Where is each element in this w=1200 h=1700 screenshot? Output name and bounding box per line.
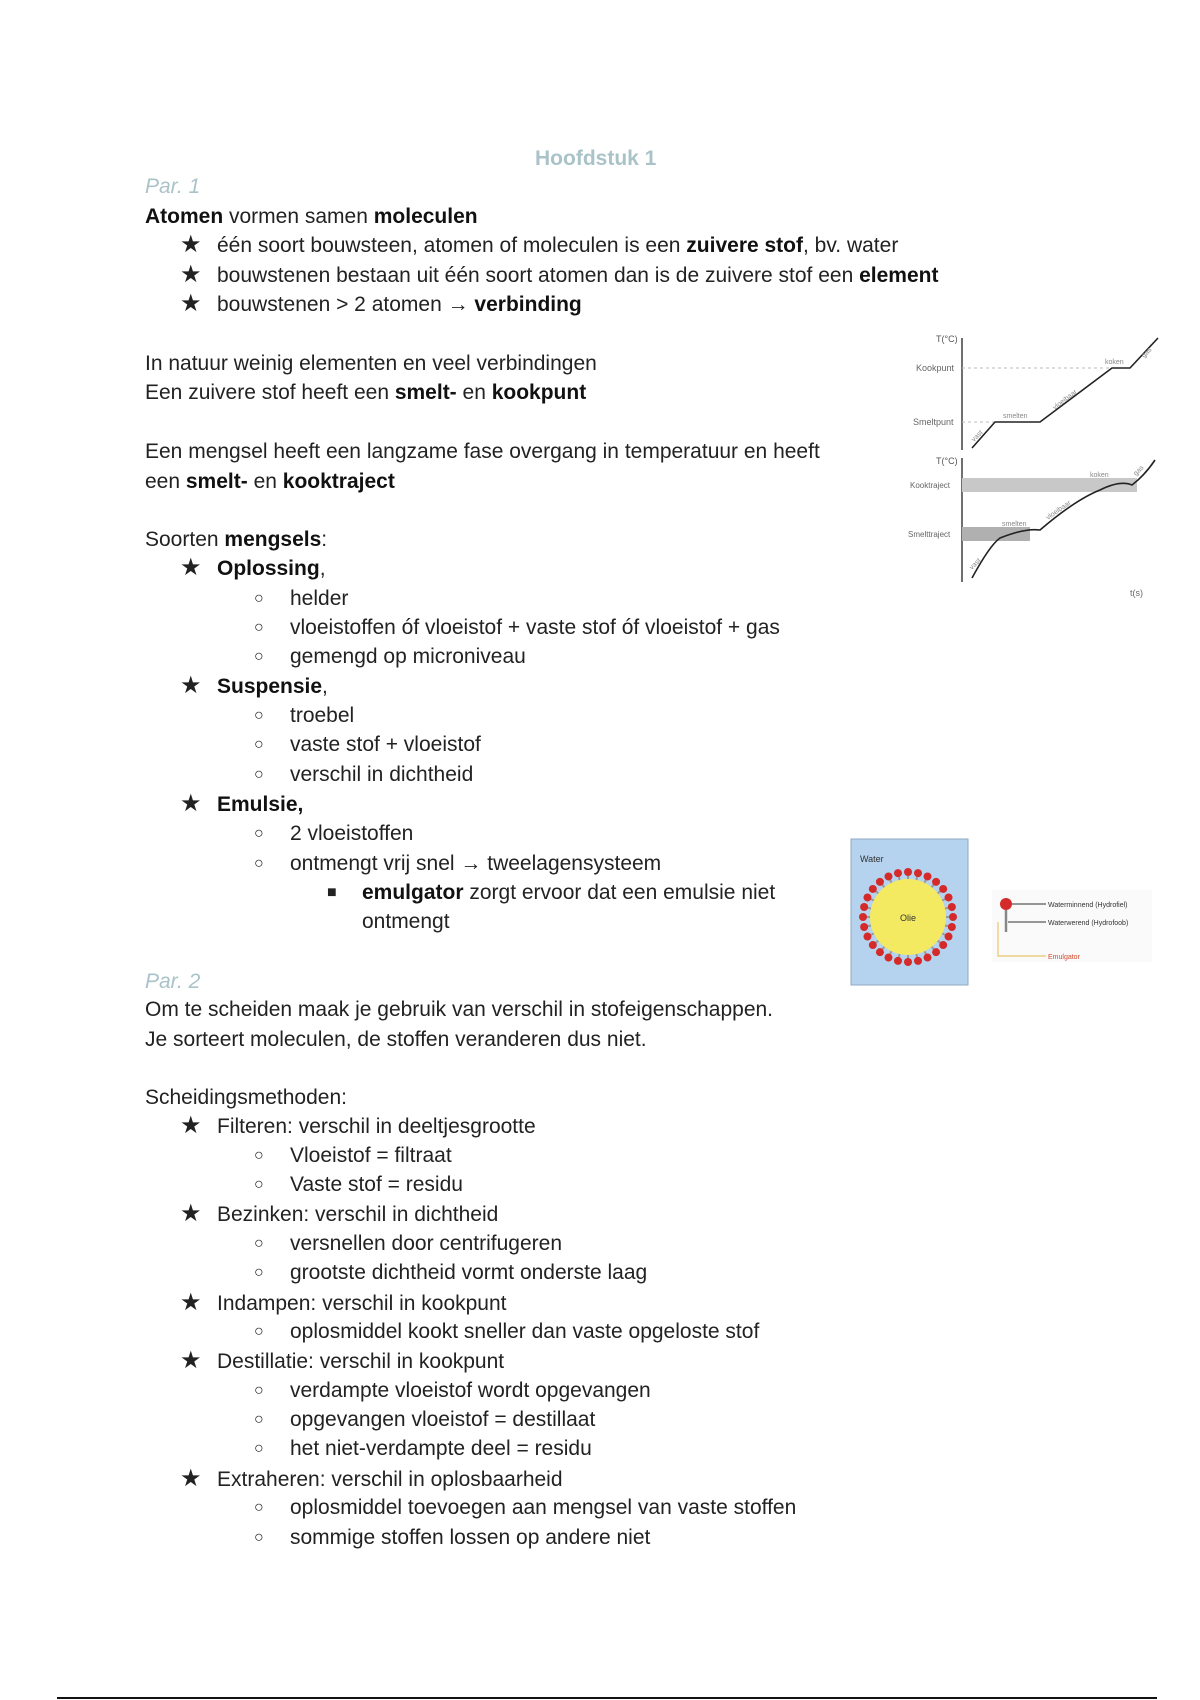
emulgator-line-1: emulgator zorgt ervoor dat een emulsie niet xyxy=(362,881,776,904)
star-bullet-icon: ★ xyxy=(180,261,202,288)
method-filteren: Filteren: verschil in deeltjesgrootte xyxy=(217,1115,536,1138)
top-phase-label: gas xyxy=(1140,346,1154,360)
list-item: het niet-verdampte deel = residu xyxy=(290,1437,592,1460)
star-bullet-icon: ★ xyxy=(180,672,202,699)
circle-bullet-icon: ○ xyxy=(254,707,264,724)
methods-title: Scheidingsmethoden: xyxy=(145,1086,347,1109)
circle-bullet-icon: ○ xyxy=(254,1176,264,1193)
bottom-phase-label: koken xyxy=(1090,472,1109,479)
star-bullet-icon: ★ xyxy=(180,1112,202,1139)
par2-line-2: Je sorteert moleculen, de stoffen veranderen dus niet. xyxy=(145,1028,647,1051)
surfactant-head xyxy=(949,913,957,921)
surfactant-head xyxy=(860,923,868,931)
surfactant-head xyxy=(876,948,884,956)
surfactant-head xyxy=(924,954,932,962)
pure-substance-line: Een zuivere stof heeft een smelt- en kookpunt xyxy=(145,381,587,404)
list-item: troebel xyxy=(290,704,355,727)
hydrophilic-head-icon xyxy=(1000,898,1012,910)
footer-divider xyxy=(57,1697,1157,1699)
method-bezinken: Bezinken: verschil in dichtheid xyxy=(217,1203,499,1226)
circle-bullet-icon: ○ xyxy=(254,825,264,842)
circle-bullet-icon: ○ xyxy=(254,736,264,753)
method-destillatie: Destillatie: verschil in kookpunt xyxy=(217,1350,505,1373)
chapter-title: Hoofdstuk 1 xyxy=(535,147,657,170)
hydrophilic-label: Waterminnend (Hydrofiel) xyxy=(1048,902,1128,909)
surfactant-head xyxy=(884,872,892,880)
surfactant-head xyxy=(904,958,912,966)
mixture-line-1: Een mengsel heeft een langzame fase overgang in temperatuur en heeft xyxy=(145,440,820,463)
list-item: Vaste stof = residu xyxy=(290,1173,463,1196)
bullet-compound: bouwstenen > 2 atomen → verbinding xyxy=(217,293,582,316)
par2-line-1: Om te scheiden maak je gebruik van verschil in stofeigenschappen. xyxy=(145,998,774,1021)
bottom-graph-xlabel: t(s) xyxy=(1130,588,1143,598)
mixture-line-2: een smelt- en kooktraject xyxy=(145,470,395,493)
top-phase-label: smelten xyxy=(1003,413,1028,420)
bullet-pure-substance: één soort bouwsteen, atomen of moleculen is een zuivere stof, bv. water xyxy=(217,234,899,257)
oil-label: Olie xyxy=(900,913,917,923)
top-phase-label: vast xyxy=(970,429,985,444)
top-phase-label: vloeibaar xyxy=(1051,388,1079,412)
bottom-phase-label: gas xyxy=(1132,464,1146,478)
surfactant-head xyxy=(948,903,956,911)
melt-range-band xyxy=(962,527,1030,541)
list-item: versnellen door centrifugeren xyxy=(290,1232,562,1255)
surfactant-head xyxy=(914,957,922,965)
type-suspensie: Suspensie, xyxy=(217,675,328,698)
star-bullet-icon: ★ xyxy=(180,1347,202,1374)
surfactant-head xyxy=(932,948,940,956)
circle-bullet-icon: ○ xyxy=(254,766,264,783)
intro-line: Atomen vormen samen moleculen xyxy=(145,205,478,228)
water-label: Water xyxy=(860,854,884,864)
emulsifier-label: Emulgator xyxy=(1048,954,1080,961)
list-item: Vloeistof = filtraat xyxy=(290,1144,452,1167)
square-bullet-icon: ■ xyxy=(327,884,337,901)
circle-bullet-icon: ○ xyxy=(254,1323,264,1340)
circle-bullet-icon: ○ xyxy=(254,1440,264,1457)
bottom-graph-curve xyxy=(972,460,1155,578)
top-graph-ylabel: T(°C) xyxy=(936,334,958,344)
surfactant-head xyxy=(939,941,947,949)
circle-bullet-icon: ○ xyxy=(254,648,264,665)
list-item: ontmengt vrij snel → tweelagensysteem xyxy=(290,852,662,875)
surfactant-head xyxy=(863,933,871,941)
surfactant-head xyxy=(894,957,902,965)
surfactant-head xyxy=(863,893,871,901)
surfactant-head xyxy=(894,869,902,877)
list-item: 2 vloeistoffen xyxy=(290,822,414,845)
surfactant-head xyxy=(945,933,953,941)
circle-bullet-icon: ○ xyxy=(254,1235,264,1252)
surfactant-head xyxy=(924,872,932,880)
list-item: verdampte vloeistof wordt opgevangen xyxy=(290,1379,651,1402)
star-bullet-icon: ★ xyxy=(180,231,202,258)
section-label-par2: Par. 2 xyxy=(145,970,201,993)
type-oplossing: Oplossing, xyxy=(217,557,326,580)
bottom-phase-label: vast xyxy=(968,557,983,572)
surfactant-head xyxy=(859,913,867,921)
list-item: opgevangen vloeistof = destillaat xyxy=(290,1408,596,1431)
surfactant-head xyxy=(904,868,912,876)
heating-curve-figure xyxy=(900,330,1165,605)
mixture-types-line: Soorten mengsels: xyxy=(145,528,328,551)
star-bullet-icon: ★ xyxy=(180,290,202,317)
circle-bullet-icon: ○ xyxy=(254,1147,264,1164)
top-phase-label: koken xyxy=(1105,359,1124,366)
circle-bullet-icon: ○ xyxy=(254,1529,264,1546)
emulgator-line-2: ontmengt xyxy=(362,910,450,933)
circle-bullet-icon: ○ xyxy=(254,1411,264,1428)
star-bullet-icon: ★ xyxy=(180,1200,202,1227)
list-item: oplosmiddel kookt sneller dan vaste opgeloste stof xyxy=(290,1320,760,1343)
method-indampen: Indampen: verschil in kookpunt xyxy=(217,1292,507,1315)
bottom-graph-ylabel: T(°C) xyxy=(936,456,958,466)
surfactant-head xyxy=(869,885,877,893)
list-item: oplosmiddel toevoegen aan mengsel van vaste stoffen xyxy=(290,1496,797,1519)
surfactant-head xyxy=(884,954,892,962)
emulsion-figure xyxy=(850,838,1160,986)
section-label-par1: Par. 1 xyxy=(145,175,201,198)
method-extraheren: Extraheren: verschil in oplosbaarheid xyxy=(217,1468,563,1491)
surfactant-head xyxy=(860,903,868,911)
list-item: vaste stof + vloeistof xyxy=(290,733,481,756)
bullet-element: bouwstenen bestaan uit één soort atomen dan is de zuivere stof een element xyxy=(217,264,939,287)
star-bullet-icon: ★ xyxy=(180,554,202,581)
list-item: verschil in dichtheid xyxy=(290,763,474,786)
type-emulsie: Emulsie, xyxy=(217,793,304,816)
top-graph-boil-label: Kookpunt xyxy=(916,363,955,373)
circle-bullet-icon: ○ xyxy=(254,619,264,636)
list-item: helder xyxy=(290,587,349,610)
surfactant-head xyxy=(945,893,953,901)
list-item: sommige stoffen lossen op andere niet xyxy=(290,1526,651,1549)
bottom-phase-label: smelten xyxy=(1002,521,1027,528)
bottom-graph-boil-label: Kooktraject xyxy=(910,481,951,490)
bottom-graph-melt-label: Smelttraject xyxy=(908,530,951,539)
list-item: gemengd op microniveau xyxy=(290,645,526,668)
nature-line: In natuur weinig elementen en veel verbindingen xyxy=(145,352,597,375)
circle-bullet-icon: ○ xyxy=(254,1499,264,1516)
star-bullet-icon: ★ xyxy=(180,1289,202,1316)
star-bullet-icon: ★ xyxy=(180,1465,202,1492)
surfactant-head xyxy=(876,878,884,886)
bottom-phase-label: vloeibaar xyxy=(1045,499,1073,522)
circle-bullet-icon: ○ xyxy=(254,1382,264,1399)
surfactant-head xyxy=(932,878,940,886)
surfactant-head xyxy=(939,885,947,893)
hydrophobic-label: Waterwerend (Hydrofoob) xyxy=(1048,920,1129,927)
list-item: grootste dichtheid vormt onderste laag xyxy=(290,1261,648,1284)
surfactant-head xyxy=(948,923,956,931)
circle-bullet-icon: ○ xyxy=(254,855,264,872)
star-bullet-icon: ★ xyxy=(180,790,202,817)
surfactant-head xyxy=(914,869,922,877)
circle-bullet-icon: ○ xyxy=(254,1264,264,1281)
top-graph-curve xyxy=(972,338,1158,448)
list-item: vloeistoffen óf vloeistof + vaste stof óf vloeistof + gas xyxy=(290,616,780,639)
surfactant-head xyxy=(869,941,877,949)
top-graph-melt-label: Smeltpunt xyxy=(913,417,954,427)
circle-bullet-icon: ○ xyxy=(254,590,264,607)
